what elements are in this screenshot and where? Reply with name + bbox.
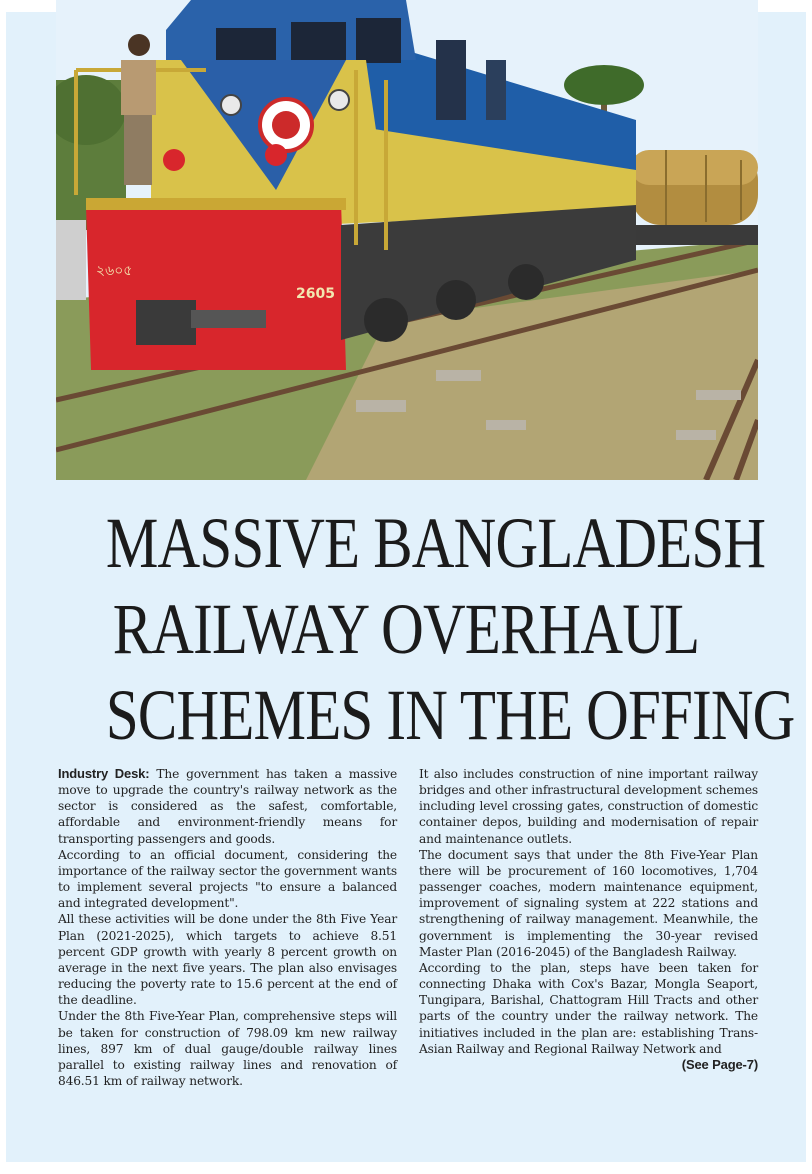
locomotive-illustration <box>56 0 758 480</box>
byline-desk: Industry Desk: <box>58 766 150 781</box>
paragraph-1-text: The government has taken a massive move to upgrade the country's railway network as the sector is considered as the safest, comfortable, affordable and environment-friendly means for transporting passengers and goods. <box>58 767 398 846</box>
continued-link[interactable]: (See Page-7) <box>681 1056 758 1072</box>
paragraph-4: Under the 8th Five-Year Plan, comprehensive steps will be taken for construction of 798.09 km new railway lines, 897 km of dual gauge/double railway lines parallel to existing railway lines and renovation of 846.51 km of railway network. <box>58 1009 397 1088</box>
headline-line-1: MASSIVE BANGLADESH <box>105 503 766 583</box>
paragraph-2: According to an official document, considering the importance of the railway sector the government wants to implement several projects "to ensure a balanced and integrated development". <box>58 847 397 911</box>
headline <box>105 500 795 758</box>
paragraph-7 <box>419 960 758 1072</box>
paragraph-1 <box>58 766 397 847</box>
headline-line-2: RAILWAY OVERHAUL <box>112 589 700 669</box>
paragraph-7-text: According to the plan, steps have been taken for connecting Dhaka with Cox's Bazar, Mongla Seaport, Tungipara, Barishal, Chattogram Hill Tracts and other parts of the country under the railway network. The initiatives included in the plan are: establishing Trans-Asian Railway and Regional Railway Network and <box>419 960 758 1056</box>
article-body <box>58 766 758 1136</box>
paragraph-5: It also includes construction of nine important railway bridges and other infrastructural development schemes including level crossing gates, construction of domestic container depos, building and modernisation of repair and maintenance outlets. <box>419 767 758 846</box>
locomotive-photo <box>56 0 758 480</box>
column-right <box>419 766 758 1136</box>
column-left <box>58 766 397 1136</box>
paragraph-3: All these activities will be done under the 8th Five Year Plan (2021-2025), which targets to achieve 8.51 percent GDP growth with yearly 8 percent growth on average in the next five years. The plan also envisages reducing the poverty rate to 15.6 percent at the end of the deadline. <box>58 912 397 1008</box>
locomotive-number: 2605 <box>296 286 335 302</box>
locomotive-bengali-number: ২৬০৫ <box>96 263 133 279</box>
headline-line-3: SCHEMES IN THE OFFING <box>105 675 795 755</box>
paragraph-6: The document says that under the 8th Five-Year Plan there will be procurement of 160 locomotives, 1,704 passenger coaches, modern maintenance equipment, improvement of signaling system at 222 stations and strengthening of railway management. Meanwhile, the government is implementing the 30-year revised Master Plan (2016-2045) of the Bangladesh Railway. <box>419 847 758 959</box>
